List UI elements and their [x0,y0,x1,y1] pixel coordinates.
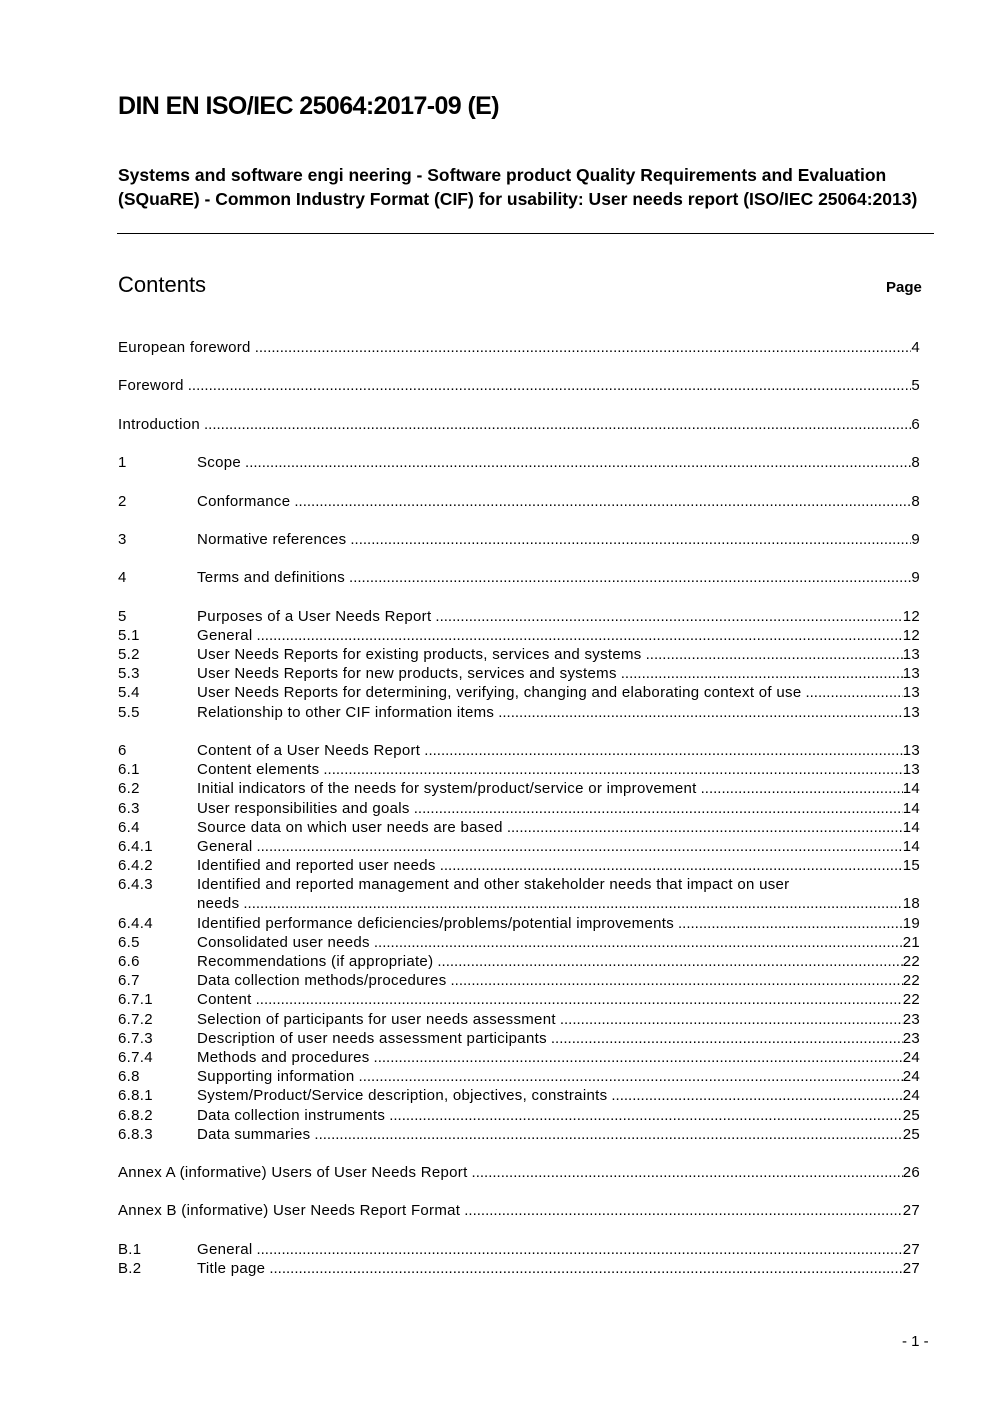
toc-entry-page: 13 [902,761,920,779]
toc-entry[interactable] [118,453,920,472]
toc-entry-leader-line [197,626,920,645]
toc-dot-leader [697,779,903,798]
toc-dot-leader [607,1086,902,1105]
toc-entry[interactable] [118,1086,920,1105]
toc-entry-number: 6.7 [118,972,140,990]
toc-entry-title: European foreword [118,339,251,356]
toc-dot-leader [370,933,903,952]
toc-entry-leader-line [197,492,920,511]
toc-entry-number: 6.8.2 [118,1106,153,1124]
toc-entry[interactable] [118,933,920,952]
toc-entry-title: User Needs Reports for determining, verifying, changing and elaborating context of use [197,684,802,702]
toc-dot-leader [184,376,912,395]
toc-entry-leader-line [197,530,920,549]
toc-dot-leader [494,703,903,722]
toc-entry-number: 6.7.2 [118,1010,153,1028]
toc-entry-leader-line [197,1240,920,1259]
toc-entry-page: 13 [902,665,920,683]
toc-entry-number: 5.3 [118,665,140,683]
toc-entry-page: 13 [902,646,920,663]
toc-entry-title: Data summaries [197,1125,311,1143]
toc-entry[interactable] [118,376,920,395]
toc-entry-number: 6.4.4 [118,914,153,932]
toc-entry-number: B.1 [118,1240,142,1258]
toc-dot-leader [447,971,903,990]
toc-entry-leader-line [197,1106,920,1125]
toc-entry-leader-line [197,760,920,779]
contents-heading: Contents [118,272,207,297]
toc-dot-leader [547,1029,903,1048]
toc-entry-title: General [197,837,253,855]
toc-entry-page: 26 [902,1164,920,1182]
toc-dot-leader [617,664,903,683]
toc-dot-leader [410,799,903,818]
toc-entry-number: 6.8 [118,1068,140,1086]
toc-dot-leader [200,415,911,434]
toc-entry-page: 22 [902,991,920,1009]
toc-entry[interactable] [118,492,920,511]
toc-entry-leader-line [197,837,920,856]
toc-entry-title: Terms and definitions [197,569,346,587]
toc-dot-leader [252,837,902,856]
toc-entry-number: 6.4 [118,818,140,836]
toc-entry-number: 6.7.3 [118,1029,153,1047]
footer-page-number: - 1 - [902,1333,929,1350]
toc-entry-leader-line [197,568,920,587]
toc-entry[interactable] [118,1201,920,1220]
toc-entry-page: 9 [911,569,920,587]
toc-entry-title: General [197,1240,253,1258]
toc-entry-title: Description of user needs assessment participants [197,1029,547,1047]
toc-entry-page: 12 [902,626,920,644]
toc-dot-leader [468,1163,903,1182]
document-title: DIN EN ISO/IEC 25064:2017-09 (E) [118,92,499,120]
toc-entry-leader-line [197,933,920,952]
toc-entry[interactable] [118,664,920,683]
toc-entry-leader-line [197,990,920,1009]
toc-entry-page: 14 [902,799,920,817]
toc-entry-leader-line [197,1029,920,1048]
toc-entry[interactable] [118,1029,920,1048]
toc-entry-title: Purposes of a User Needs Report [197,607,432,625]
toc-entry-number: 6.3 [118,799,140,817]
toc-entry-title: User Needs Reports for new products, services and systems [197,665,617,683]
toc-entry[interactable] [118,568,920,587]
toc-entry[interactable] [118,837,920,856]
toc-entry-page: 6 [911,415,920,433]
toc-entry-title: Identified and reported user needs [197,857,436,875]
toc-entry[interactable] [118,741,920,760]
toc-entry-number: 5.2 [118,646,140,663]
toc-entry-title: General [197,626,253,644]
toc-entry-number: 6.7.4 [118,1048,153,1066]
toc-entry[interactable] [118,1067,920,1086]
toc-entry-leader-line [118,1163,920,1182]
toc-entry-page: 19 [902,914,920,932]
toc-dot-leader [642,645,903,664]
toc-entry-title: Conformance [197,492,291,510]
toc-entry-leader-line [197,1010,920,1029]
toc-dot-leader [431,607,902,626]
toc-dot-leader [346,530,911,549]
toc-entry-leader-line [118,415,920,434]
toc-entry-page: 18 [902,895,920,913]
toc-entry[interactable] [118,1106,920,1125]
toc-dot-leader [310,1125,902,1144]
toc-entry-page: 4 [911,339,920,356]
toc-entry-number: 6.8.1 [118,1087,153,1105]
toc-entry-leader-line [197,952,920,971]
title-divider [117,233,934,234]
toc-entry-page: 13 [902,684,920,702]
toc-entry-number: 6.5 [118,933,140,951]
toc-entry-leader-line [197,645,920,664]
toc-entry-number: 6.7.1 [118,991,153,1009]
toc-entry-page: 22 [902,953,920,971]
toc-dot-leader [385,1106,903,1125]
toc-entry-leader-line [197,856,920,875]
toc-entry-title: Scope [197,454,242,472]
toc-entry-number: 1 [118,454,127,472]
toc-entry-title: Content [197,991,252,1009]
toc-entry-leader-line [197,607,920,626]
toc-entry-page: 15 [902,857,920,875]
toc-entry-leader-line [197,914,920,933]
toc-entry-number: 3 [118,530,127,548]
toc-entry-leader-line [118,1201,920,1220]
toc-entry-leader-line [197,453,920,472]
toc-entry-number: 5.1 [118,626,140,644]
toc-entry[interactable] [118,760,920,779]
toc-entry-title: User responsibilities and goals [197,799,410,817]
toc-entry-page: 13 [902,703,920,721]
toc-entry-title: Foreword [118,377,184,395]
toc-entry[interactable] [118,875,920,913]
toc-entry-page: 5 [911,377,920,395]
toc-entry-number: 6.4.2 [118,857,153,875]
toc-entry-title: Introduction [118,415,200,433]
toc-entry-page: 27 [902,1240,920,1258]
toc-entry-page: 8 [911,454,920,472]
toc-entry-number: 6.4.1 [118,837,153,855]
toc-entry-title: Selection of participants for user needs assessment [197,1010,556,1028]
toc-entry[interactable] [118,415,920,434]
toc-dot-leader [370,1048,903,1067]
toc-entry-page: 27 [902,1260,920,1278]
toc-entry[interactable] [118,856,920,875]
toc-entry[interactable] [118,990,920,1009]
toc-entry-page: 23 [902,1010,920,1028]
toc-entry-page: 24 [902,1087,920,1105]
toc-entry-number: 6.6 [118,953,140,971]
toc-entry-title: System/Product/Service description, objectives, constraints [197,1087,608,1105]
toc-entry-title: Data collection methods/procedures [197,972,447,990]
toc-entry-page: 9 [911,530,920,548]
toc-entry[interactable] [118,683,920,702]
toc-dot-leader [420,741,902,760]
table-of-contents [118,338,920,1278]
toc-entry-title: Source data on which user needs are based [197,818,503,836]
toc-entry-title: Identified and reported management and other stakeholder needs that impact on user [197,876,790,894]
toc-dot-leader [503,818,903,837]
toc-entry-title: Content of a User Needs Report [197,741,421,759]
document-subtitle: Systems and software engi neering - Software product Quality Requirements and Evaluation (SQuaRE) - Common Industry Format (CIF) for usability: User needs report (ISO/IEC 25064:2013) [118,165,918,209]
toc-entry[interactable] [118,779,920,798]
toc-entry-title: Recommendations (if appropriate) [197,953,434,971]
toc-entry-title: Annex A (informative) Users of User Needs Report [118,1164,468,1182]
toc-entry-number: B.2 [118,1260,142,1278]
toc-entry-leader-line [197,971,920,990]
toc-entry-number: 5.5 [118,703,140,721]
toc-dot-leader [436,856,903,875]
toc-entry[interactable] [118,1125,920,1144]
toc-dot-leader [252,1240,902,1259]
toc-entry[interactable] [118,1048,920,1067]
toc-entry[interactable] [118,1240,920,1259]
toc-entry-number: 6.1 [118,761,140,779]
toc-dot-leader [239,894,902,913]
toc-dot-leader [433,952,902,971]
toc-entry-leader-line [197,1086,920,1105]
toc-dot-leader [345,568,911,587]
toc-dot-leader [251,338,912,357]
toc-entry-leader-line [197,779,920,798]
toc-entry-leader-line [197,894,920,913]
toc-entry-leader-line [197,741,920,760]
toc-entry-title: Methods and procedures [197,1048,370,1066]
toc-entry-leader-line [197,1259,920,1278]
toc-entry-leader-line [197,799,920,818]
toc-dot-leader [319,760,902,779]
toc-dot-leader [252,626,902,645]
toc-dot-leader [290,492,911,511]
toc-entry-page: 14 [902,780,920,798]
toc-dot-leader [355,1067,903,1086]
toc-entry-title: Consolidated user needs [197,933,370,951]
toc-entry-title: Initial indicators of the needs for system/product/service or improvement [197,780,697,798]
toc-entry[interactable] [118,818,920,837]
toc-dot-leader [265,1259,902,1278]
toc-entry[interactable] [118,1010,920,1029]
toc-entry[interactable] [118,914,920,933]
toc-entry-number: 2 [118,492,127,510]
toc-entry[interactable] [118,1259,920,1278]
toc-entry-page: 22 [902,972,920,990]
toc-entry-leader-line [197,683,920,702]
toc-entry-leader-line [197,664,920,683]
toc-entry[interactable] [118,626,920,645]
toc-entry-title: User Needs Reports for existing products, services and systems [197,646,642,663]
toc-entry-page: 27 [902,1202,920,1220]
toc-entry-page: 14 [902,818,920,836]
toc-entry-page: 25 [902,1106,920,1124]
toc-entry-title: Content elements [197,761,320,779]
toc-entry[interactable] [118,645,920,664]
toc-entry-leader-line [197,703,920,722]
toc-entry-page: 24 [902,1068,920,1086]
toc-dot-leader [801,683,902,702]
toc-entry-title: Normative references [197,530,347,548]
toc-dot-leader [241,453,911,472]
toc-entry-page: 13 [902,741,920,759]
toc-entry-leader-line [118,376,920,395]
toc-entry-leader-line [197,1048,920,1067]
page-column-heading: Page [886,279,922,296]
toc-entry[interactable] [118,607,920,626]
toc-entry-title: Title page [197,1260,266,1278]
toc-entry-title: Data collection instruments [197,1106,386,1124]
toc-entry-number: 4 [118,569,127,587]
toc-dot-leader [252,990,903,1009]
toc-entry[interactable] [118,971,920,990]
toc-entry-number: 6.2 [118,780,140,798]
toc-entry-number: 6.4.3 [118,876,153,894]
toc-entry-number: 6.8.3 [118,1125,153,1143]
toc-dot-leader [556,1010,903,1029]
toc-entry-page: 12 [902,607,920,625]
toc-dot-leader [460,1201,902,1220]
toc-entry-title: Supporting information [197,1068,355,1086]
toc-entry-page: 8 [911,492,920,510]
toc-entry[interactable] [118,530,920,549]
toc-entry-leader-line [197,1067,920,1086]
toc-entry[interactable] [118,1163,920,1182]
toc-entry-page: 21 [902,933,920,951]
toc-entry-leader-line [197,818,920,837]
toc-entry-page: 14 [902,837,920,855]
toc-dot-leader [674,914,903,933]
toc-entry-title-continuation: needs [197,895,240,913]
toc-entry-title: Relationship to other CIF information items [197,703,495,721]
toc-entry-page: 23 [902,1029,920,1047]
toc-entry-title: Identified performance deficiencies/problems/potential improvements [197,914,674,932]
toc-entry[interactable] [118,703,920,722]
toc-entry-number: 5.4 [118,684,140,702]
toc-entry-leader-line [197,1125,920,1144]
toc-entry-number: 5 [118,607,127,625]
toc-entry-number: 6 [118,741,127,759]
toc-entry[interactable] [118,952,920,971]
toc-entry-page: 25 [902,1125,920,1143]
toc-entry-leader-line [118,338,920,357]
toc-entry[interactable] [118,338,920,357]
toc-entry-title: Annex B (informative) User Needs Report Format [118,1202,461,1220]
toc-entry[interactable] [118,799,920,818]
toc-entry-page: 24 [902,1048,920,1066]
